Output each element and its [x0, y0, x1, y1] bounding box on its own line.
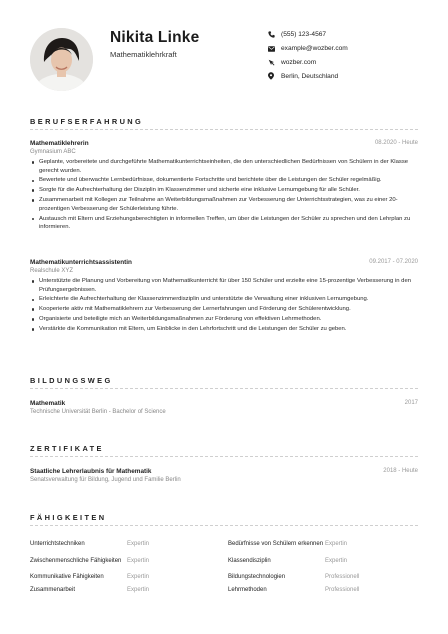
contact-location: [268, 69, 348, 83]
skill-level: Expertin: [127, 540, 150, 547]
skill-item: [228, 536, 418, 551]
job-company: Gymnasium ABC: [30, 149, 76, 155]
profile-photo-image: [30, 28, 93, 91]
list-item: Austausch mit Eltern und Erziehungsberechtigten in informellen Treffen, um über die Leistungen der Schüler zu sprechen und den Lehrplan zu informieren.: [30, 215, 420, 232]
skill-level: Expertin: [127, 573, 150, 580]
contact-phone: [268, 28, 348, 42]
candidate-role: Mathematiklehrkraft: [110, 50, 177, 59]
job-bullets: [30, 158, 420, 233]
list-item: Unterstützte die Planung und Vorbereitung von Mathematikunterricht für über 150 Schüler und erzielte eine 15-prozentige Verbesserung in den Prüfungsergebnissen.: [30, 277, 420, 294]
skill-level: Expertin: [325, 557, 348, 564]
job-company: Realschule XYZ: [30, 268, 74, 274]
skill-row: [30, 583, 418, 596]
list-item: Erleichterte die Aufrechterhaltung der Klassenzimmerdisziplin und unterstützte die Verwaltung einer inklusiven Lernumgebung.: [30, 295, 420, 304]
section-divider: [30, 525, 418, 526]
skill-item: [30, 570, 228, 583]
list-item: Zusammenarbeit mit Kollegen zur Teilnahme an Weiterbildungsmaßnahmen zur Verbesserung der Unterrichtsstrategien, was zu einer 20-prozentigen Verbesserung der Schülerleistung führte.: [30, 196, 420, 213]
list-item: Sorgte für die Aufrechterhaltung der Disziplin im Klassenzimmer und sicherte eine inklusive Lernumgebung für alle Schüler.: [30, 186, 420, 195]
skill-level: Expertin: [127, 586, 150, 593]
education-title: Mathematik: [30, 400, 66, 407]
list-item: Organisierte und beteiligte mich an Weiterbildungsmaßnahmen zur Förderung von effektiven Lehrmethoden.: [30, 315, 420, 324]
skill-row: [30, 570, 418, 583]
skill-name: Bildungstechnologien: [228, 573, 286, 580]
skill-name: Kommunikative Fähigkeiten: [30, 573, 104, 580]
map-pin-icon: [268, 72, 281, 80]
section-divider: [30, 388, 418, 389]
education-institution: Technische Universität Berlin - Bachelor of Science: [30, 409, 166, 415]
skill-name: Zusammenarbeit: [30, 586, 76, 593]
link-icon: [268, 59, 281, 66]
contact-website-text[interactable]: wozber.com: [281, 58, 317, 66]
job-bullets: [30, 277, 420, 335]
contact-list: [268, 28, 348, 83]
skill-item: [228, 570, 418, 583]
skill-name: Bedürfnisse von Schülern erkennen: [228, 540, 324, 547]
skills-table: [30, 536, 418, 596]
section-title-experience: BERUFSERFAHRUNG: [30, 117, 144, 126]
skill-row: [30, 536, 418, 551]
skill-item: [30, 583, 228, 596]
contact-email-text[interactable]: example@wozber.com: [281, 45, 348, 53]
candidate-name: Nikita Linke: [110, 29, 200, 46]
profile-photo: [30, 28, 93, 91]
section-title-education: BILDUNGSWEG: [30, 376, 113, 385]
list-item: Verstärkte die Kommunikation mit Eltern, um Einblicke in den Lehrfortschritt und die Leistungen der Schüler zu geben.: [30, 325, 420, 334]
section-divider: [30, 456, 418, 457]
skill-name: Lehrmethoden: [228, 586, 267, 593]
skill-item: [228, 551, 418, 570]
skill-name: Klassendisziplin: [228, 557, 271, 564]
certificate-date: 2018 - Heute: [383, 468, 418, 474]
job-title: Mathematiklehrerin: [30, 140, 89, 147]
skill-item: [30, 551, 228, 570]
certificate-title: Staatliche Lehrerlaubnis für Mathematik: [30, 468, 152, 475]
job-dates: 09.2017 - 07.2020: [369, 259, 418, 265]
list-item: Bewertete und überwachte Lernbedürfnisse, dokumentierte Fortschritte und berichtete über die Leistungen der Schüler regelmäßig.: [30, 176, 420, 185]
skill-level: Expertin: [127, 557, 150, 564]
section-title-skills: FÄHIGKEITEN: [30, 513, 107, 522]
skill-level: Expertin: [325, 540, 348, 547]
skill-level: Professionell: [325, 586, 360, 593]
phone-icon: [268, 31, 281, 38]
contact-phone-text[interactable]: (555) 123-4567: [281, 31, 327, 39]
list-item: Geplante, vorbereitete und durchgeführte Mathematikunterrichtseinheiten, die den unterschiedlichen Bedürfnissen von Schülern in der Klasse gerecht wurden.: [30, 158, 420, 175]
contact-website: [268, 56, 348, 70]
certificate-issuer: Senatsverwaltung für Bildung, Jugend und Familie Berlin: [30, 477, 181, 483]
section-divider: [30, 129, 418, 130]
skill-name: Zwischenmenschliche Fähigkeiten: [30, 557, 122, 564]
skill-level: Professionell: [325, 573, 360, 580]
contact-location-text: Berlin, Deutschland: [281, 72, 339, 80]
list-item: Kooperierte aktiv mit Mathematiklehrern zur Verbesserung der Lernerfahrungen und Förderung der Schülerentwicklung.: [30, 305, 420, 314]
skill-name: Unterrichtstechniken: [30, 540, 85, 547]
skill-item: [30, 536, 228, 551]
job-dates: 08.2020 - Heute: [374, 140, 418, 146]
contact-email: [268, 42, 348, 56]
envelope-icon: [268, 46, 281, 52]
job-title: Mathematikunterrichtsassistentin: [30, 259, 132, 266]
skill-item: [228, 583, 418, 596]
section-title-certificates: ZERTIFIKATE: [30, 444, 104, 453]
education-date: 2017: [404, 400, 418, 406]
skill-row: [30, 551, 418, 570]
